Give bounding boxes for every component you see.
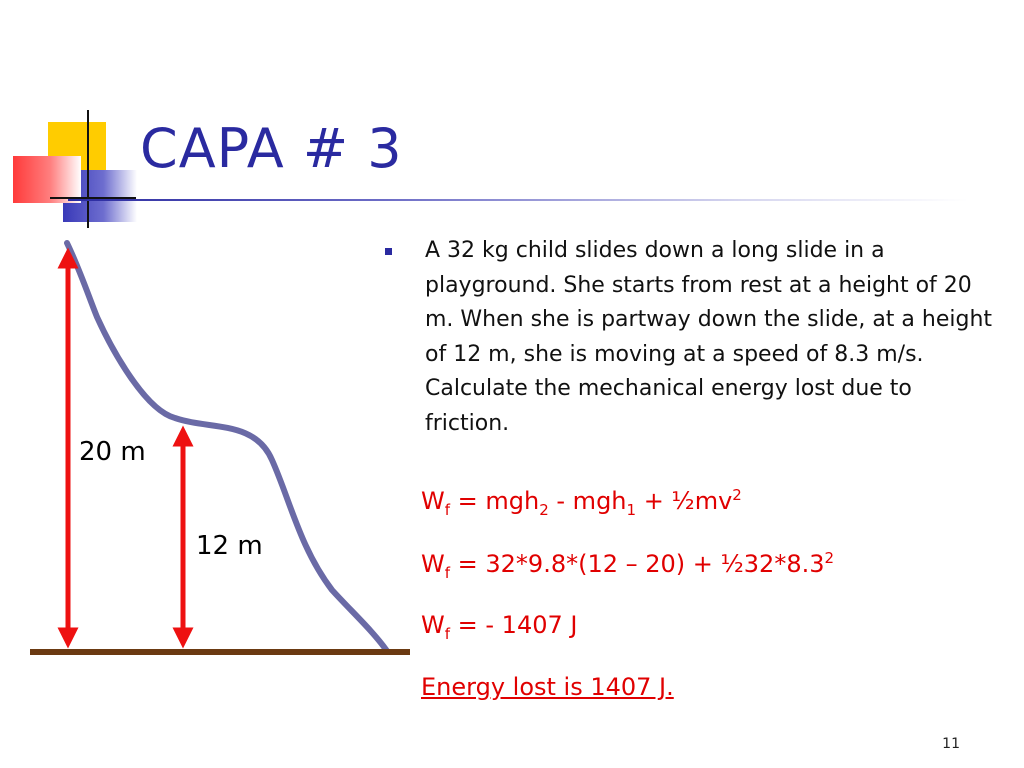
eq1-w: W: [421, 487, 445, 515]
eq2-sup: 2: [824, 549, 835, 567]
height-12m-label: 12 m: [196, 531, 263, 561]
eq1-part1: = mgh: [450, 487, 540, 515]
ground-line: [30, 649, 410, 655]
height-20m-label: 20 m: [79, 437, 146, 467]
eq2-w: W: [421, 550, 445, 578]
slide-number: 11: [942, 736, 960, 752]
equation-2: [421, 551, 834, 581]
bullet-marker: [385, 248, 392, 255]
slide-title: CAPA # 3: [140, 117, 403, 180]
eq1-sup: 2: [732, 486, 742, 504]
eq1-sub1: 2: [539, 500, 549, 519]
equation-3: [421, 613, 577, 642]
eq1-sub2: 1: [626, 500, 637, 519]
energy-lost-result: Energy lost is 1407 J.: [421, 673, 674, 701]
eq1-w-sub: f: [444, 500, 451, 519]
eq3-body: = - 1407 J: [450, 611, 578, 639]
equation-1: [421, 488, 742, 518]
eq3-w: W: [421, 611, 445, 639]
eq1-part3: + ½mv: [636, 487, 733, 515]
eq3-w-sub: f: [444, 624, 451, 643]
eq1-part2: - mgh: [548, 487, 627, 515]
eq2-body: = 32*9.8*(12 – 20) + ½32*8.3: [450, 550, 825, 578]
problem-text: A 32 kg child slides down a long slide in a playground. She starts from rest at a height of 20 m. When she is partway down the slide, at a height of 12 m, she is moving at a speed of 8.3 m/s. Calculate the mechanical energy lost due to friction.: [425, 238, 993, 436]
eq2-w-sub: f: [444, 563, 451, 582]
